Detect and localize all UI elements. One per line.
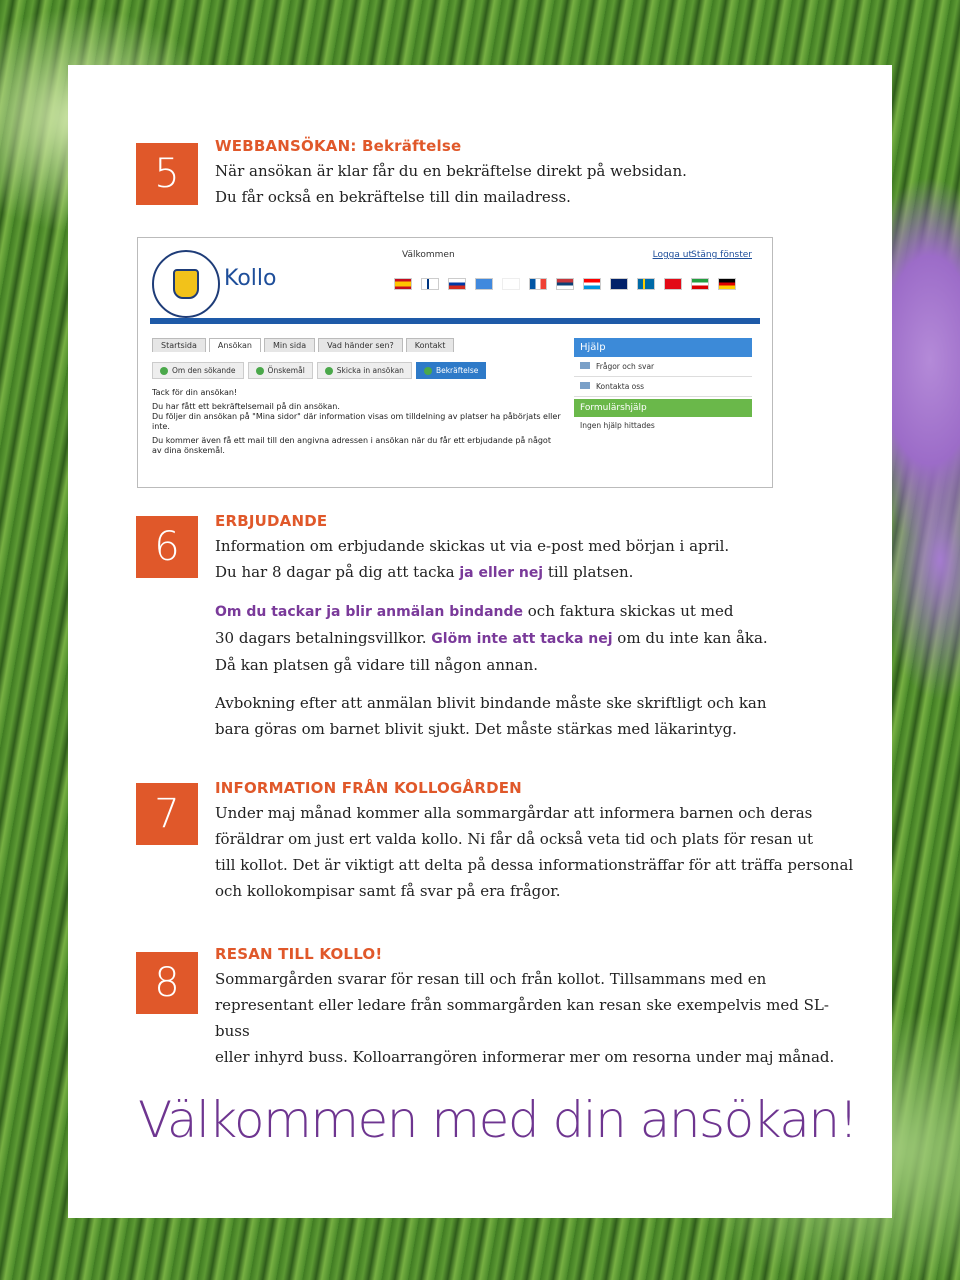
logout-link[interactable]: Logga ut: [652, 250, 692, 260]
kollo-logo-text: Kollo: [224, 266, 277, 291]
application-screenshot: [137, 237, 773, 488]
check-icon: [325, 367, 333, 375]
flag-icon[interactable]: [421, 278, 439, 290]
no-help-text: Ingen hjälp hittades: [580, 421, 655, 430]
closing-headline: Välkommen med din ansökan!: [138, 1091, 858, 1149]
section-erbjudande: [215, 512, 855, 742]
contact-link[interactable]: Kontakta oss: [574, 377, 752, 397]
help-header: Hjälp: [574, 338, 752, 357]
tab-vad-hander-sen[interactable]: Vad händer sen?: [318, 338, 403, 352]
paragraph: Information om erbjudande skickas ut via e-post med början i april. Du har 8 dagar på dig att tacka ja eller nej till platsen.: [215, 537, 730, 581]
step-onskemal[interactable]: Önskemål: [248, 362, 313, 379]
section-heading: INFORMATION FRÅN KOLLOGÅRDEN: [215, 779, 522, 797]
paragraph: Om du tackar ja blir anmälan bindande och faktura skickas ut med 30 dagars betalningsvillkor. Glöm inte att tacka nej om du inte kan åka. Då kan platsen gå vidare till någon annan.: [215, 602, 768, 674]
welcome-text: Välkommen: [402, 250, 455, 260]
confirmation-text: Tack för din ansökan! Du har fått ett bekräftelsemail på din ansökan. Du följer din ansökan på "Mina sidor" där information visas om tilldelning av platser ha påbörjats eller inte. Du kommer även få ett mail till den angivna adressen i ansökan när du får ett erbjudande på något av dina önskemål.: [152, 388, 561, 455]
step-number-7: 7: [136, 783, 198, 845]
help-sidebar: [574, 338, 752, 434]
flag-icon[interactable]: [691, 278, 709, 290]
nav-tabs: [152, 338, 454, 352]
flag-icon[interactable]: [448, 278, 466, 290]
flag-icon[interactable]: [637, 278, 655, 290]
paragraph: Sommargården svarar för resan till och från kollot. Tillsammans med en representant eller ledare från sommargården kan resan ske exempelvis med SL-buss eller inhyrd buss. Kolloarrangören informerar mer om resorna under maj månad.: [215, 970, 835, 1066]
section-webbansokan: [215, 137, 855, 210]
tab-ansokan[interactable]: Ansökan: [209, 338, 261, 352]
step-bekraftelse[interactable]: Bekräftelse: [416, 362, 486, 379]
flag-icon[interactable]: [556, 278, 574, 290]
tab-startsida[interactable]: Startsida: [152, 338, 206, 352]
stockholm-stad-logo: [152, 250, 220, 318]
close-window-link[interactable]: Stäng fönster: [691, 250, 752, 260]
faq-link[interactable]: Frågor och svar: [574, 357, 752, 377]
section-heading: WEBBANSÖKAN: Bekräftelse: [215, 137, 462, 155]
flag-icon[interactable]: [718, 278, 736, 290]
thanks-text: Tack för din ansökan!: [152, 388, 238, 397]
paragraph: Under maj månad kommer alla sommargårdar att informera barnen och deras föräldrar om just ert valda kollo. Ni får då också veta tid och plats för resan ut till kollot. Det är viktigt att delta på dessa informationsträffar för att träffa personal och kollokompisar samt få svar på era frågor.: [215, 804, 854, 900]
content-panel: [68, 65, 892, 1218]
section-resan: [215, 945, 855, 1070]
flag-icon[interactable]: [583, 278, 601, 290]
header-divider: [150, 318, 760, 324]
flag-icon[interactable]: [529, 278, 547, 290]
flag-icon[interactable]: [610, 278, 628, 290]
step-number-6: 6: [136, 516, 198, 578]
step-om-den-sokande[interactable]: Om den sökande: [152, 362, 244, 379]
check-icon: [160, 367, 168, 375]
section-information: [215, 779, 855, 904]
section-heading: RESAN TILL KOLLO!: [215, 945, 383, 963]
step-skicka-in[interactable]: Skicka in ansökan: [317, 362, 412, 379]
tab-min-sida[interactable]: Min sida: [264, 338, 315, 352]
step-number-5: 5: [136, 143, 198, 205]
flag-icon[interactable]: [664, 278, 682, 290]
section-heading: ERBJUDANDE: [215, 512, 328, 530]
flag-icon[interactable]: [475, 278, 493, 290]
paragraph: När ansökan är klar får du en bekräftelse direkt på websidan. Du får också en bekräftelse till din mailadress.: [215, 162, 687, 206]
progress-steps: [152, 362, 486, 379]
flag-icon[interactable]: [394, 278, 412, 290]
step-number-8: 8: [136, 952, 198, 1014]
form-help-header: Formulärshjälp: [574, 399, 752, 417]
check-icon: [256, 367, 264, 375]
tab-kontakt[interactable]: Kontakt: [406, 338, 455, 352]
paragraph: Avbokning efter att anmälan blivit bindande måste ske skriftligt och kan bara göras om barnet blivit sjukt. Det måste stärkas med läkarintyg.: [215, 694, 767, 738]
language-flags: [394, 278, 736, 290]
check-icon: [424, 367, 432, 375]
flag-icon[interactable]: [502, 278, 520, 290]
